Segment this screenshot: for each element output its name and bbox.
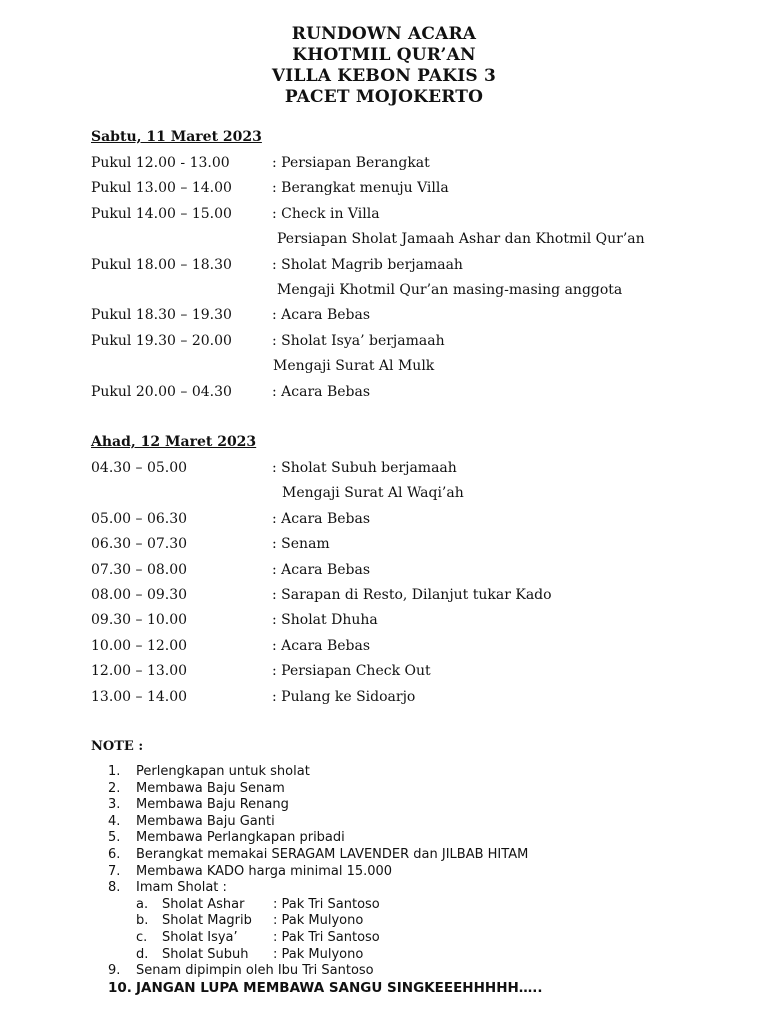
imam-role: Sholat Ashar <box>162 896 245 912</box>
schedule-activity: : Sholat Magrib berjamaah <box>272 257 463 273</box>
note-item <box>108 847 728 864</box>
schedule-activity: : Senam <box>272 536 330 552</box>
schedule-activity: : Acara Bebas <box>272 307 370 323</box>
title-line-2: KHOTMIL QUR’AN <box>292 45 476 65</box>
schedule-row <box>91 206 731 226</box>
schedule-row <box>91 663 731 683</box>
schedule-time: 13.00 – 14.00 <box>91 689 188 705</box>
note-number: 4. <box>108 813 121 829</box>
schedule-row <box>91 562 731 582</box>
schedule-row <box>91 180 731 200</box>
note-item <box>108 864 728 881</box>
note-text: Membawa Baju Renang <box>136 797 289 813</box>
schedule-row <box>91 307 731 327</box>
note-text: Membawa Baju Senam <box>136 780 285 796</box>
schedule-row <box>91 155 731 175</box>
imam-item <box>108 897 728 914</box>
note-text: Membawa KADO harga minimal 15.000 <box>136 863 393 879</box>
schedule-time: Pukul 14.00 – 15.00 <box>91 206 232 222</box>
schedule-time: 05.00 – 06.30 <box>91 511 188 527</box>
schedule-time: Pukul 13.00 – 14.00 <box>91 180 232 196</box>
schedule-time: Pukul 19.30 – 20.00 <box>91 333 232 349</box>
title-line-1: RUNDOWN ACARA <box>291 24 477 44</box>
schedule-time: 09.30 – 10.00 <box>91 612 188 628</box>
note-text: Membawa Baju Ganti <box>136 813 275 829</box>
schedule-row <box>91 257 731 277</box>
schedule-time: Pukul 12.00 - 13.00 <box>91 155 230 171</box>
schedule-activity: : Sholat Dhuha <box>272 612 378 628</box>
imam-person: : Pak Mulyono <box>273 947 363 964</box>
schedule-row <box>91 384 731 404</box>
schedule-activity: : Sarapan di Resto, Dilanjut tukar Kado <box>272 587 552 603</box>
note-item <box>108 814 728 831</box>
schedule-time: 10.00 – 12.00 <box>91 638 188 654</box>
schedule-row <box>91 536 731 556</box>
imam-item <box>108 947 728 964</box>
imam-letter: d. <box>136 946 149 962</box>
imam-person: : Pak Tri Santoso <box>273 930 380 947</box>
note-number: 10. <box>108 979 132 996</box>
schedule-activity: : Berangkat menuju Villa <box>272 180 449 196</box>
schedule-continuation: Mengaji Surat Al Mulk <box>273 358 435 374</box>
schedule-activity: : Persiapan Berangkat <box>272 155 430 171</box>
schedule-time: 08.00 – 09.30 <box>91 587 188 603</box>
note-text: Membawa Perlangkapan pribadi <box>136 830 345 846</box>
day2-heading: Ahad, 12 Maret 2023 <box>91 434 257 450</box>
schedule-activity: : Pulang ke Sidoarjo <box>272 689 415 705</box>
note-number: 7. <box>108 863 121 879</box>
note-title: NOTE : <box>91 739 144 754</box>
schedule-continuation: Mengaji Surat Al Waqi’ah <box>282 485 464 501</box>
imam-item <box>108 913 728 930</box>
schedule-time: 06.30 – 07.30 <box>91 536 188 552</box>
schedule-activity: : Persiapan Check Out <box>272 663 431 679</box>
schedule-activity: : Check in Villa <box>272 206 380 222</box>
schedule-time: Pukul 20.00 – 04.30 <box>91 384 232 400</box>
schedule-row <box>91 612 731 632</box>
note-number: 6. <box>108 846 121 862</box>
schedule-row <box>91 333 731 353</box>
schedule-activity: : Sholat Subuh berjamaah <box>272 460 457 476</box>
imam-item <box>108 930 728 947</box>
note-text: Imam Sholat : <box>136 880 227 896</box>
schedule-activity: : Acara Bebas <box>272 511 370 527</box>
note-item-emphasis <box>108 980 728 997</box>
schedule-activity: : Acara Bebas <box>272 384 370 400</box>
schedule-row <box>91 460 731 480</box>
note-list <box>108 764 728 996</box>
schedule-activity: : Sholat Isya’ berjamaah <box>272 333 445 349</box>
note-item <box>108 830 728 847</box>
note-number: 3. <box>108 797 121 813</box>
title-line-4: PACET MOJOKERTO <box>284 87 484 107</box>
note-number: 2. <box>108 780 121 796</box>
schedule-time: 04.30 – 05.00 <box>91 460 188 476</box>
schedule-time: 07.30 – 08.00 <box>91 562 188 578</box>
note-text: JANGAN LUPA MEMBAWA SANGU SINGKEEEHHHHH….. <box>136 979 543 996</box>
note-text: Perlengkapan untuk sholat <box>136 764 310 779</box>
schedule-continuation: Persiapan Sholat Jamaah Ashar dan Khotmil Qur’an <box>277 231 645 247</box>
note-number: 1. <box>108 764 121 779</box>
imam-role: Sholat Subuh <box>162 946 249 962</box>
note-item <box>108 880 728 897</box>
note-item <box>108 797 728 814</box>
imam-role: Sholat Magrib <box>162 913 252 929</box>
imam-letter: c. <box>136 929 148 945</box>
schedule-activity: : Acara Bebas <box>272 562 370 578</box>
note-text: Senam dipimpin oleh Ibu Tri Santoso <box>136 963 374 979</box>
imam-person: : Pak Tri Santoso <box>273 897 380 914</box>
schedule-continuation: Mengaji Khotmil Qur’an masing-masing anggota <box>277 282 623 298</box>
day1-heading: Sabtu, 11 Maret 2023 <box>91 129 262 145</box>
schedule-time: Pukul 18.30 – 19.30 <box>91 307 232 323</box>
imam-letter: b. <box>136 913 149 929</box>
schedule-row <box>91 689 731 709</box>
note-item <box>108 764 728 781</box>
note-item <box>108 963 728 980</box>
schedule-row <box>91 638 731 658</box>
schedule-row <box>91 511 731 531</box>
imam-person: : Pak Mulyono <box>273 913 363 930</box>
imam-letter: a. <box>136 896 149 912</box>
schedule-activity: : Acara Bebas <box>272 638 370 654</box>
title-line-3: VILLA KEBON PAKIS 3 <box>271 66 497 86</box>
note-number: 8. <box>108 880 121 896</box>
schedule-time: Pukul 18.00 – 18.30 <box>91 257 232 273</box>
schedule-time: 12.00 – 13.00 <box>91 663 188 679</box>
imam-role: Sholat Isya’ <box>162 929 238 945</box>
note-number: 9. <box>108 963 121 979</box>
schedule-row <box>91 587 731 607</box>
note-text: Berangkat memakai SERAGAM LAVENDER dan JILBAB HITAM <box>136 846 529 862</box>
note-item <box>108 781 728 798</box>
note-number: 5. <box>108 830 121 846</box>
